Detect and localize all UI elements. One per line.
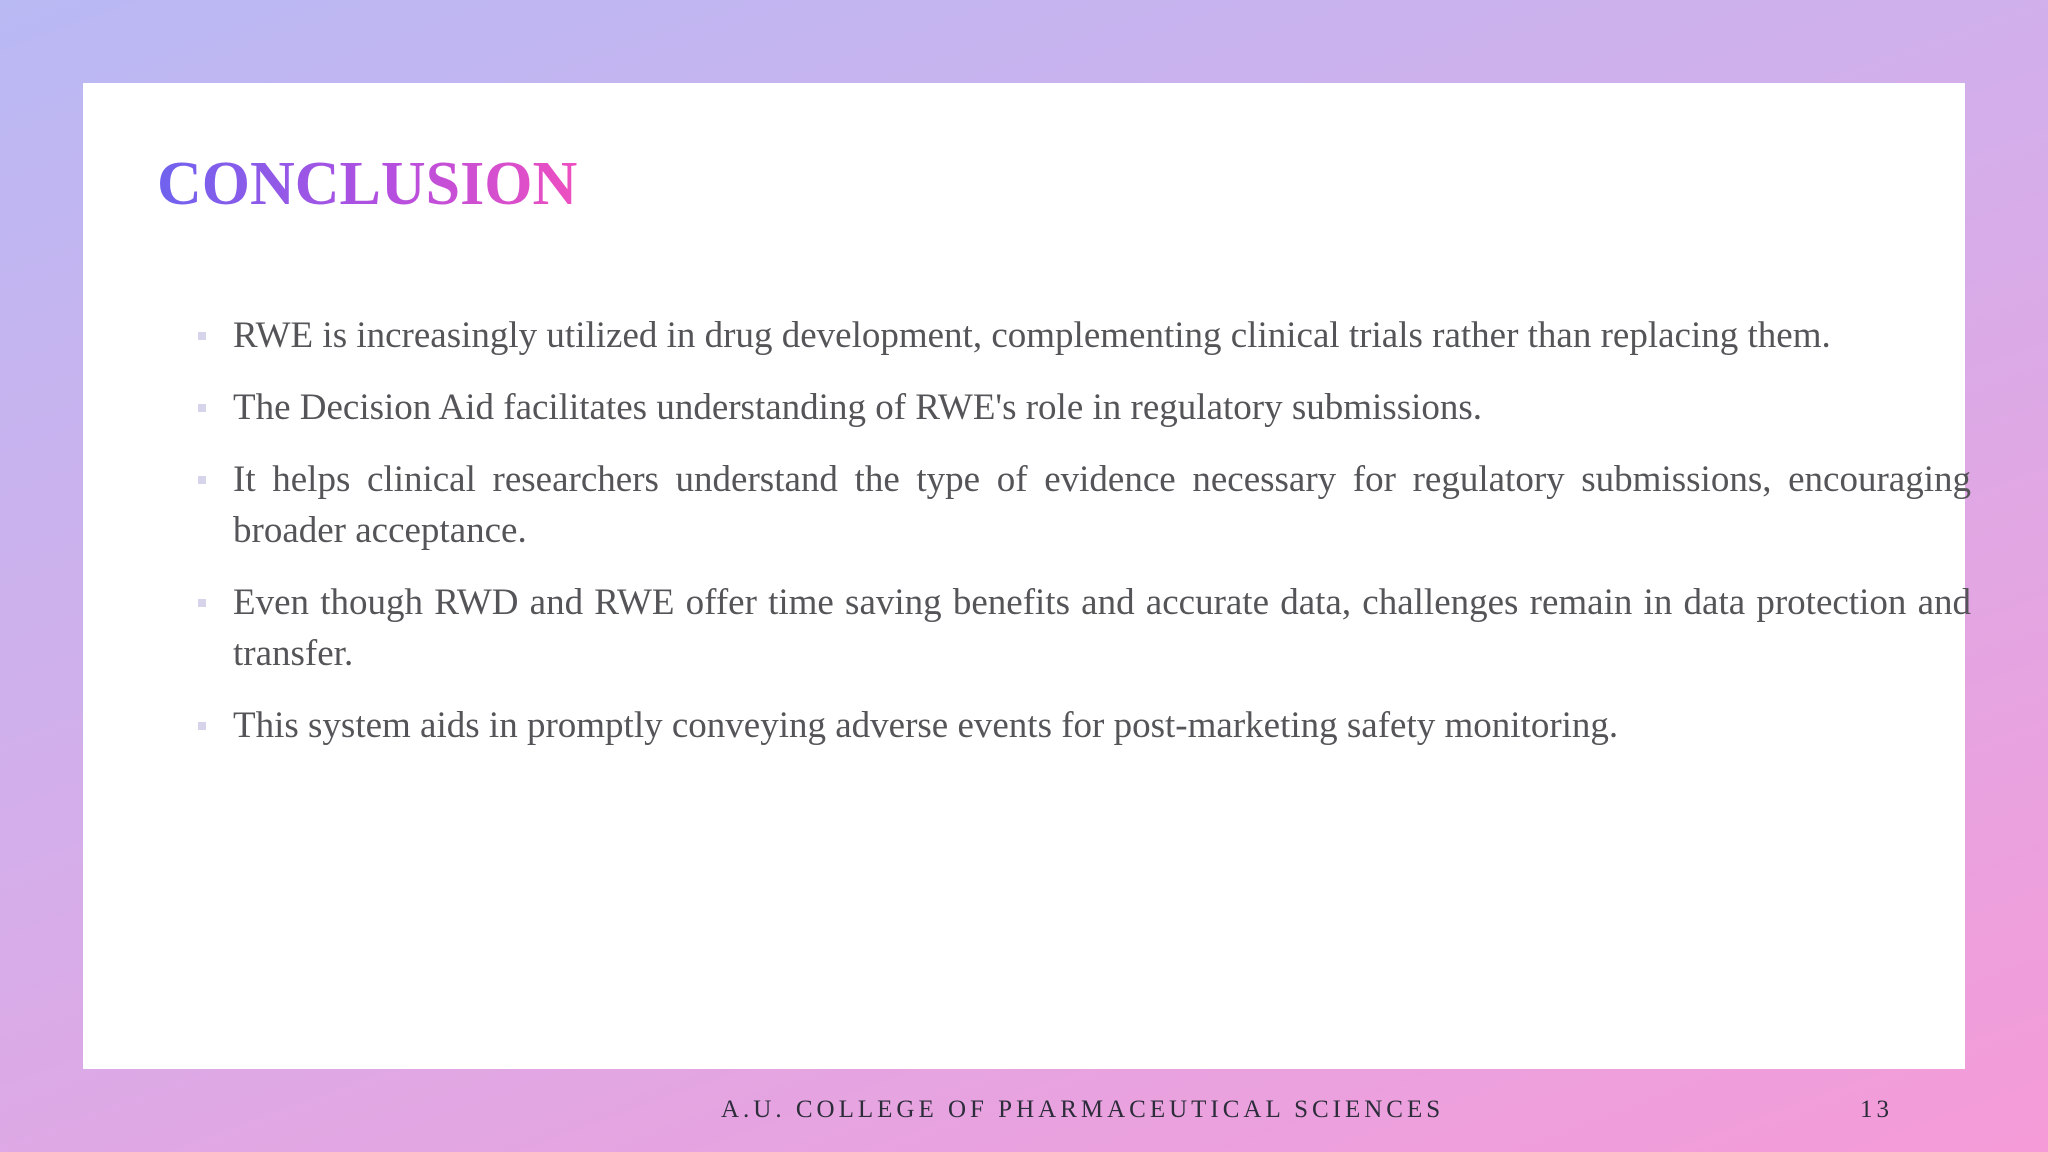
bullet-text: It helps clinical researchers understand the type of evidence necessary for regulatory submissions, encouraging broader acceptance. (233, 459, 1971, 551)
square-bullet-icon (198, 722, 206, 730)
bullet-item (195, 700, 1971, 751)
bullet-item (195, 454, 1971, 556)
bullet-list (195, 310, 1971, 772)
bullet-text: The Decision Aid facilitates understanding of RWE's role in regulatory submissions. (233, 387, 1483, 428)
bullet-item (195, 310, 1971, 361)
bullet-item (195, 382, 1971, 433)
square-bullet-icon (198, 476, 206, 484)
square-bullet-icon (198, 332, 206, 340)
bullet-text: Even though RWD and RWE offer time saving benefits and accurate data, challenges remain in data protection and transfer. (233, 582, 1971, 674)
bullet-text: RWE is increasingly utilized in drug development, complementing clinical trials rather than replacing them. (233, 315, 1831, 356)
square-bullet-icon (198, 599, 206, 607)
slide-title: CONCLUSION (157, 147, 577, 221)
bullet-item (195, 577, 1971, 679)
footer-institution: A.U. COLLEGE OF PHARMACEUTICAL SCIENCES (721, 1096, 1445, 1123)
page-number: 13 (1860, 1096, 1893, 1123)
slide-panel (83, 83, 1971, 1069)
bullet-text: This system aids in promptly conveying adverse events for post-marketing safety monitoring. (233, 705, 1619, 746)
square-bullet-icon (198, 404, 206, 412)
slide-footer (0, 1096, 2048, 1126)
